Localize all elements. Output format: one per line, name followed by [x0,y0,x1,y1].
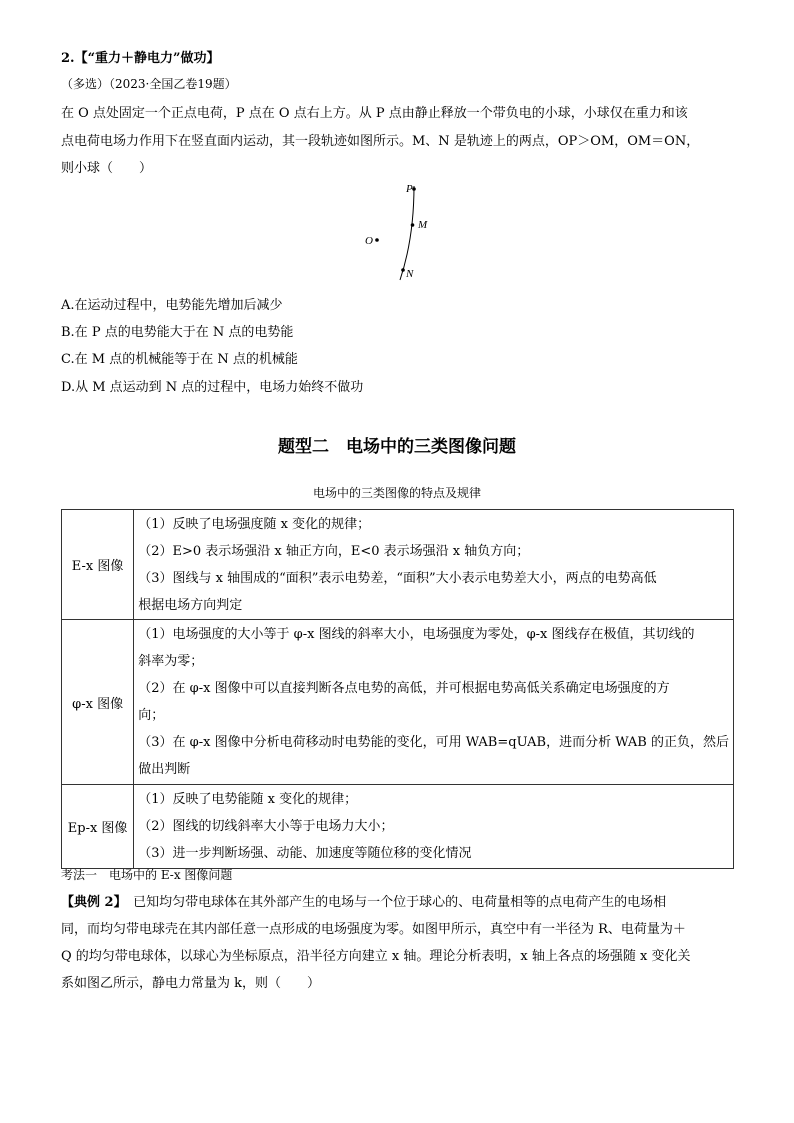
row-line: （3）图线与 x 轴围成的“面积”表示电势差，“面积”大小表示电势差大小，两点的电势高低 [138,570,657,586]
row-content [134,620,734,785]
trajectory-curve [400,186,414,280]
graph-types-table [61,509,734,869]
question-stem-line: 在 O 点处固定一个正点电荷，P 点在 O 点右上方。从 P 点由静止释放一个带负电的小球，小球仅在重力和该 [61,106,688,121]
example-text: 已知均匀带电球体在其外部产生的电场与一个位于球心的、电荷量相等的点电荷产生的电场相 [120,895,667,910]
example-tag: 【典例 2】 [61,895,121,910]
question-stem-line: 点电荷电场力作用下在竖直面内运动，其一段轨迹如图所示。M、N 是轨迹上的两点，OP＞OM，OM＝ON， [61,134,700,149]
row-label: E-x 图像 [62,510,134,620]
row-label: Ep-x 图像 [62,785,134,869]
point-n-dot [401,268,405,272]
table-row [62,510,734,620]
point-m-label: M [418,219,428,231]
row-line: （3）在 φ-x 图像中分析电荷移动时电势能的变化，可用 WAB=qUAB，进而分析 WAB 的正负，然后 [138,735,729,750]
row-line: （2）在 φ-x 图像中可以直接判断各点电势的高低，并可根据电势高低关系确定电场强度的方 [138,681,670,696]
point-o-label: O [365,235,373,247]
table-row [62,785,734,869]
point-m-dot [411,223,415,227]
table-row [62,620,734,785]
row-content [134,510,734,620]
option-a: A.在运动过程中，电势能先增加后减少 [61,298,283,313]
row-line: （1）反映了电场强度随 x 变化的规律； [138,516,371,532]
row-label: φ-x 图像 [62,620,134,785]
row-line: （2）图线的切线斜率大小等于电场力大小； [138,819,394,834]
table-caption: 电场中的三类图像的特点及规律 [312,486,481,500]
row-line: （1）电场强度的大小等于 φ-x 图线的斜率大小，电场强度为零处，φ-x 图线存在极值，其切线的 [138,627,695,642]
example-line: Q 的均匀带电球体，以球心为坐标原点，沿半径方向建立 x 轴。理论分析表明，x 轴上各点的场强随 x 变化关 [61,949,691,964]
row-line: 斜率为零； [138,654,204,669]
row-line: （3）进一步判断场强、动能、加速度等随位移的变化情况 [138,846,472,861]
row-line: 向； [138,708,165,723]
question-heading: 2.【“重力＋静电力”做功】 [61,51,220,66]
question-source-tag: （多选）（2023·全国乙卷19题） [61,77,237,91]
option-b: B.在 P 点的电势能大于在 N 点的电势能 [61,325,294,340]
point-o-dot [375,238,379,242]
row-content [134,785,734,869]
section-title: 题型二 电场中的三类图像问题 [278,437,516,457]
example-line: 系如图乙所示，静电力常量为 k，则（ ） [61,976,321,991]
option-c: C.在 M 点的机械能等于在 N 点的机械能 [61,352,298,367]
point-p-label: P [406,183,413,195]
point-p-dot [412,187,416,191]
option-d: D.从 M 点运动到 N 点的过程中，电场力始终不做功 [61,380,364,395]
method-heading: 考法一 电场中的 E-x 图像问题 [61,868,233,882]
trajectory-figure [360,178,450,288]
example-line: 同，而均匀带电球壳在其内部任意一点形成的电场强度为零。如图甲所示，真空中有一半径为 R、电荷量为＋ [61,922,686,937]
example-line [61,891,666,910]
point-n-label: N [406,268,414,280]
row-line: （2）E>0 表示场强沿 x 轴正方向，E<0 表示场强沿 x 轴负方向； [138,543,530,559]
row-line: 根据电场方向判定 [138,597,243,613]
row-line: （1）反映了电势能随 x 变化的规律； [138,792,358,807]
question-stem-line: 则小球（ ） [61,161,153,176]
row-line: 做出判断 [138,762,191,777]
